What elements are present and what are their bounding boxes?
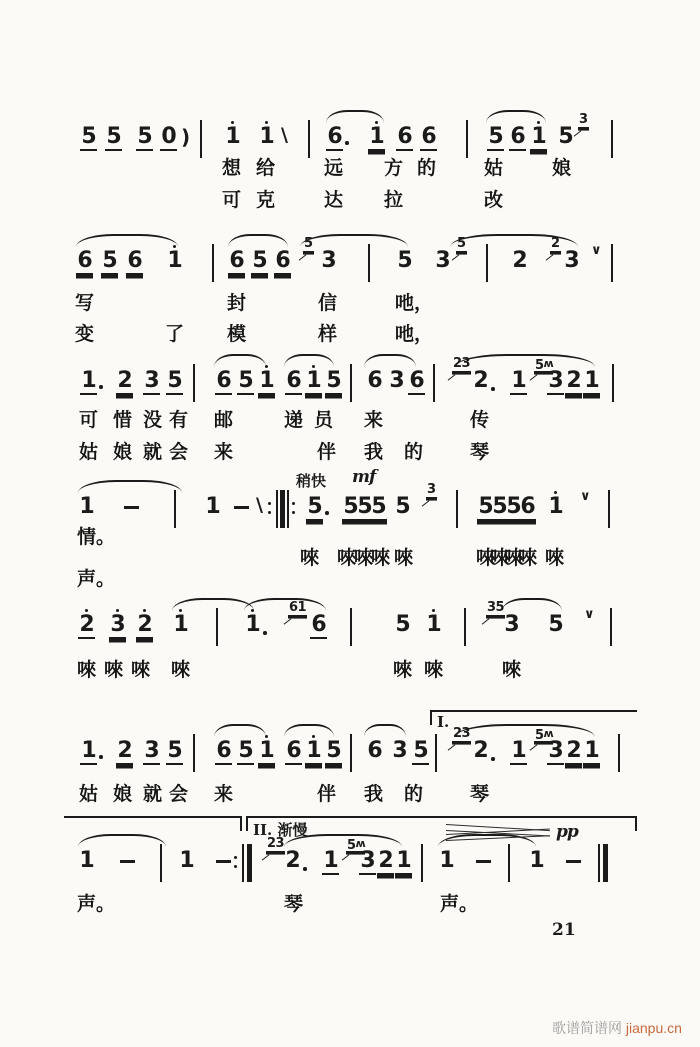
note: 1 [584, 738, 599, 763]
slur-arc [455, 354, 595, 367]
breath-mark-slash: \ [281, 124, 288, 146]
note: 5 [137, 124, 152, 149]
lyric-char: 写 [75, 293, 95, 314]
lyric-char: 琴 [284, 894, 304, 915]
lyric-char: 就 [143, 784, 163, 805]
note: 1 [79, 848, 94, 873]
note: 2 [136, 614, 153, 639]
note: 3 [144, 738, 159, 763]
barline [608, 490, 610, 528]
note: 2 [472, 740, 489, 765]
lyric-char: 方 [384, 158, 404, 179]
held-note-dash [566, 860, 581, 863]
lyric-char: 声。 [440, 894, 479, 915]
octave-dot-high [432, 609, 435, 612]
note: 6 [77, 248, 92, 273]
note: 1 [179, 848, 194, 873]
lyric-char: 信 [318, 293, 338, 314]
lyric-char: 的 [404, 442, 424, 463]
note: 5 [167, 368, 182, 393]
held-note-dash [120, 860, 135, 863]
barline [610, 608, 612, 646]
dynamic-mark: pp [556, 822, 578, 842]
augmentation-dot [325, 511, 329, 515]
lyric-char: 的 [404, 784, 424, 805]
breath-mark-slash: \ [256, 494, 263, 516]
slur-arc [284, 354, 334, 367]
barline [216, 608, 218, 646]
note: 5 [371, 494, 386, 519]
lyric-char: 克 [256, 190, 276, 211]
grace-notes: 5 [304, 236, 313, 251]
repeat-dots [292, 511, 295, 514]
barline [247, 844, 252, 882]
barline [508, 844, 510, 882]
note: 6 [520, 494, 535, 519]
note: 5 [326, 738, 341, 763]
lyric-char: 唻 [545, 548, 565, 569]
note: 1 [368, 126, 385, 151]
lyric-char: 想 [222, 158, 242, 179]
trill-icon: ʍ [355, 837, 365, 850]
page-number: 21 [552, 920, 576, 940]
lyric-char: 唻 [354, 548, 374, 569]
note: 3 [548, 738, 563, 763]
barline [350, 364, 352, 402]
grace-notes: 2 [551, 236, 560, 251]
note: 6 [510, 124, 525, 149]
lyric-char: 姑 [484, 158, 504, 179]
note: 1 [530, 126, 547, 151]
barline [368, 244, 370, 282]
note: 5 [357, 494, 372, 519]
octave-dot-high [143, 609, 146, 612]
note: 1 [425, 614, 442, 639]
note: 5 [478, 494, 493, 519]
note: 1 [258, 126, 275, 151]
slur-arc [455, 724, 595, 737]
volta-bracket [64, 816, 242, 831]
note: 5 [167, 738, 182, 763]
barline [212, 244, 214, 282]
barline [433, 364, 435, 402]
grace-notes: 23 [453, 356, 471, 371]
lyric-char: 达 [324, 190, 344, 211]
watermark-site-name: 歌谱简谱网 [552, 1020, 626, 1036]
augmentation-dot [491, 387, 495, 391]
lyric-char: 娘 [113, 784, 133, 805]
note: 6 [275, 248, 290, 273]
barline [618, 734, 620, 772]
note: 5 [413, 738, 428, 763]
grace-notes: 5ʍ [535, 727, 553, 743]
lyric-char: 姑 [79, 442, 99, 463]
grace-notes: 5ʍ [535, 357, 553, 373]
lyric-char: 伴 [317, 784, 337, 805]
grace-notes: 23 [453, 726, 471, 741]
note: 6 [326, 126, 343, 151]
lyric-char: 唻 [337, 548, 357, 569]
lyric-char: 给 [256, 158, 276, 179]
lyric-char: 我 [364, 784, 384, 805]
note: 5 [395, 612, 410, 637]
octave-dot-high [554, 491, 557, 494]
barline [193, 734, 195, 772]
lyric-char: 吔， [395, 293, 434, 314]
lyric-char: 模 [227, 324, 247, 345]
note: 1 [80, 370, 97, 395]
lyric-char: 了 [165, 324, 185, 345]
lyric-char: 唻 [77, 660, 97, 681]
augmentation-dot [303, 867, 307, 871]
slur-arc [284, 724, 334, 737]
barline [174, 490, 176, 528]
barline [287, 490, 289, 528]
note: 5 [492, 494, 507, 519]
note: 1 [244, 614, 261, 639]
held-note-dash [476, 860, 491, 863]
note: 1 [584, 368, 599, 393]
augmentation-dot [99, 755, 103, 759]
slur-arc [76, 234, 178, 247]
barline [350, 734, 352, 772]
note: 6 [229, 248, 244, 273]
slur-arc [300, 234, 408, 247]
note: 5 [238, 738, 253, 763]
slur-arc [284, 834, 402, 847]
barline [464, 608, 466, 646]
tempo-mark: 稍快 [296, 474, 327, 490]
volta-label: I. [437, 713, 450, 731]
lyric-char: 变 [75, 324, 95, 345]
note: 0 [161, 124, 176, 149]
grace-notes: 23 [267, 836, 285, 851]
barline [160, 844, 162, 882]
note: 6 [286, 368, 301, 393]
lyric-char: 唻 [371, 548, 391, 569]
lyric-char: 我 [364, 442, 384, 463]
slur-arc [78, 834, 166, 847]
trill-icon: ʍ [543, 357, 553, 370]
slur-arc [326, 110, 384, 123]
dynamic-mark: mf [352, 467, 376, 487]
grace-notes: 3 [427, 482, 436, 497]
close-paren: ) [181, 125, 191, 149]
note: 5 [558, 124, 573, 149]
note: 1 [258, 740, 275, 765]
lyric-char: 伴 [317, 442, 337, 463]
note: 1 [172, 614, 189, 639]
note: 2 [284, 850, 301, 875]
augmentation-dot [99, 385, 103, 389]
lyric-char: 来 [364, 410, 384, 431]
barline [276, 490, 278, 528]
augmentation-dot [345, 141, 349, 145]
held-note-dash [124, 506, 139, 509]
held-note-dash [234, 506, 249, 509]
grace-notes: 3 [579, 112, 588, 127]
barline [598, 844, 600, 882]
barline [421, 844, 423, 882]
slur-arc [486, 110, 546, 123]
note: 3 [504, 612, 519, 637]
barline [193, 364, 195, 402]
lyric-char: 可 [79, 410, 99, 431]
lyric-char: 递 [284, 410, 304, 431]
note: 1 [166, 250, 183, 275]
barline [308, 120, 310, 158]
lyric-char: 的 [417, 158, 437, 179]
augmentation-dot [263, 631, 267, 635]
note: 3 [435, 248, 450, 273]
note: 6 [127, 248, 142, 273]
slur-arc [78, 480, 182, 493]
note: 5 [106, 124, 121, 149]
lyric-char: 唻 [104, 660, 124, 681]
lyric-char: 会 [169, 784, 189, 805]
note: 3 [564, 248, 579, 273]
watermark-domain: jianpu.cn [625, 1020, 682, 1036]
note: 3 [109, 614, 126, 639]
barline [242, 844, 244, 882]
lyric-char: 改 [484, 190, 504, 211]
barline [611, 244, 613, 282]
slur-arc [214, 724, 266, 737]
lyric-char: 唻 [393, 660, 413, 681]
note: 1 [258, 370, 275, 395]
augmentation-dot [491, 757, 495, 761]
note: 2 [566, 738, 581, 763]
octave-dot-high [231, 121, 234, 124]
note: 5 [81, 124, 96, 149]
lyric-char: 琴 [470, 784, 490, 805]
breath-mark-v: ∨ [580, 489, 591, 504]
note: 5 [506, 494, 521, 519]
lyric-char: 惜 [113, 410, 133, 431]
note: 5 [343, 494, 358, 519]
lyric-char: 来 [214, 442, 234, 463]
lyric-char: 声。 [77, 569, 116, 590]
note: 3 [321, 248, 336, 273]
lyric-char: 娘 [552, 158, 572, 179]
barline [456, 490, 458, 528]
repeat-dots [292, 502, 295, 505]
repeat-dots [234, 856, 237, 859]
grace-notes: 61 [289, 600, 307, 615]
lyric-char: 远 [324, 158, 344, 179]
barline [612, 364, 614, 402]
slur-arc [172, 598, 254, 611]
lyric-char: 声。 [77, 894, 116, 915]
slur-arc [214, 354, 266, 367]
note: 1 [511, 368, 526, 393]
note: 3 [548, 368, 563, 393]
note: 2 [117, 738, 132, 763]
note: 1 [529, 848, 544, 873]
note: 5 [238, 368, 253, 393]
note: 6 [216, 738, 231, 763]
barline [611, 120, 613, 158]
note: 2 [472, 370, 489, 395]
grace-notes: 5ʍ [347, 837, 365, 853]
barline [280, 490, 285, 528]
lyric-char: 情。 [77, 527, 116, 548]
note: 1 [305, 370, 322, 395]
note: 1 [205, 494, 220, 519]
note: 3 [144, 368, 159, 393]
note: 6 [409, 368, 424, 393]
barline [350, 608, 352, 646]
note: 6 [421, 124, 436, 149]
note: 1 [439, 848, 454, 873]
lyric-char: 可 [222, 190, 242, 211]
lyric-char: 员 [314, 410, 334, 431]
note: 5 [306, 496, 323, 521]
trill-icon: ʍ [543, 727, 553, 740]
lyric-char: 琴 [470, 442, 490, 463]
note: 3 [392, 738, 407, 763]
lyric-char: 拉 [384, 190, 404, 211]
lyric-char: 样 [318, 324, 338, 345]
note: 5 [102, 248, 117, 273]
note: 1 [396, 848, 411, 873]
breath-mark-v: ∨ [591, 243, 602, 258]
grace-notes: 5 [457, 236, 466, 251]
lyric-char: 有 [169, 410, 189, 431]
repeat-dots [268, 511, 271, 514]
lyric-char: 唻 [490, 548, 510, 569]
note: 1 [511, 738, 526, 763]
lyric-char: 封 [227, 293, 247, 314]
octave-dot-high [265, 121, 268, 124]
repeat-dots [268, 502, 271, 505]
note: 5 [548, 612, 563, 637]
lyric-char: 唻 [518, 548, 538, 569]
lyric-char: 传 [470, 410, 490, 431]
lyric-char: 来 [214, 784, 234, 805]
lyric-char: 唻 [394, 548, 414, 569]
lyric-char: 吔， [395, 324, 434, 345]
lyric-char: 就 [143, 442, 163, 463]
lyric-char: 唻 [131, 660, 151, 681]
barline [435, 734, 437, 772]
note: 1 [305, 740, 322, 765]
volta-label: II. 渐慢 [253, 821, 308, 839]
note: 1 [80, 740, 97, 765]
note: 5 [488, 124, 503, 149]
note: 5 [252, 248, 267, 273]
note: 1 [79, 494, 94, 519]
note: 3 [389, 368, 404, 393]
slur-arc [450, 234, 578, 247]
lyric-char: 唻 [300, 548, 320, 569]
breath-mark-v: ∨ [584, 607, 595, 622]
note: 6 [311, 612, 326, 637]
barline [486, 244, 488, 282]
slur-arc [364, 724, 406, 737]
note: 6 [286, 738, 301, 763]
note: 3 [360, 848, 375, 873]
note: 1 [224, 126, 241, 151]
barline [200, 120, 202, 158]
note: 5 [395, 494, 410, 519]
lyric-char: 唻 [502, 660, 522, 681]
note: 2 [566, 368, 581, 393]
watermark [552, 1018, 682, 1038]
octave-dot-high [85, 609, 88, 612]
lyric-char: 邮 [214, 410, 234, 431]
slur-arc [228, 234, 288, 247]
lyric-char: 姑 [79, 784, 99, 805]
lyric-char: 唻 [171, 660, 191, 681]
note: 2 [378, 848, 393, 873]
barline [603, 844, 609, 882]
slur-arc [502, 598, 562, 611]
note: 6 [367, 368, 382, 393]
lyric-char: 唻 [504, 548, 524, 569]
lyric-char: 唻 [476, 548, 496, 569]
barline [466, 120, 468, 158]
lyric-char: 唻 [424, 660, 444, 681]
lyric-char: 没 [143, 410, 163, 431]
note: 2 [512, 248, 527, 273]
note: 6 [367, 738, 382, 763]
note: 5 [326, 368, 341, 393]
lyric-char: 会 [169, 442, 189, 463]
note: 6 [216, 368, 231, 393]
note: 1 [323, 848, 338, 873]
volta-bracket [430, 710, 637, 725]
slur-arc [244, 598, 326, 611]
lyric-char: 娘 [113, 442, 133, 463]
note: 5 [397, 248, 412, 273]
note: 2 [117, 368, 132, 393]
note: 6 [397, 124, 412, 149]
slur-arc [364, 354, 416, 367]
repeat-dots [234, 865, 237, 868]
octave-dot-high [116, 609, 119, 612]
grace-notes: 35 [487, 600, 505, 615]
held-note-dash [216, 860, 231, 863]
note: 2 [78, 614, 95, 639]
note: 1 [547, 496, 564, 521]
